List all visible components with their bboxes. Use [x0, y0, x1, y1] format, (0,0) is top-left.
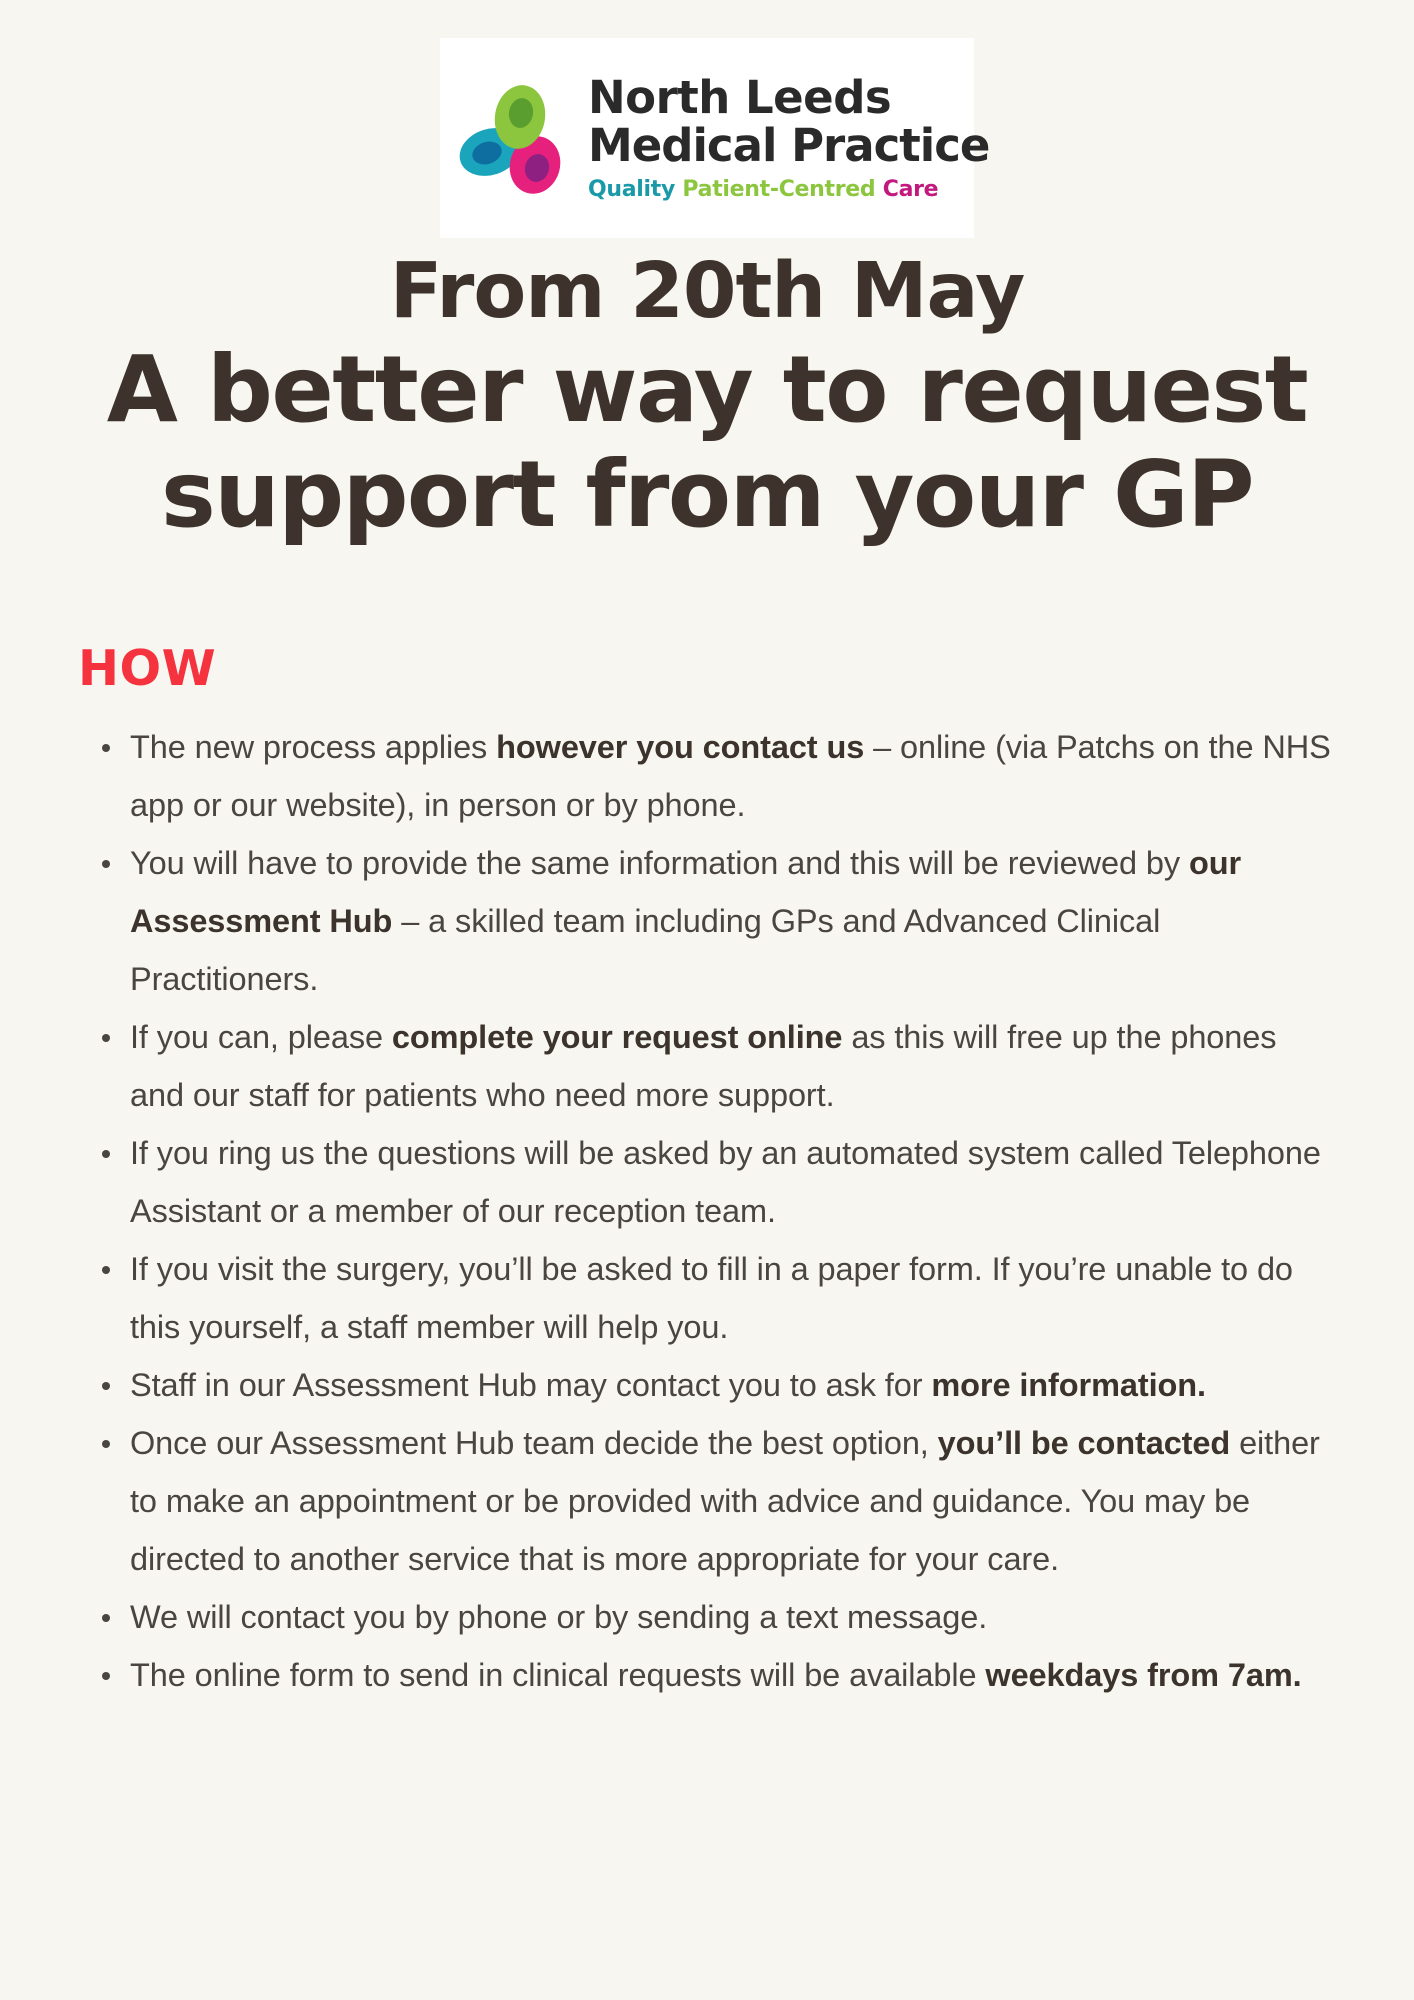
bullet-text: Staff in our Assessment Hub may contact you to ask for — [130, 1367, 932, 1403]
bullet-item — [78, 1356, 1338, 1414]
headline-line-3: support from your GP — [160, 441, 1254, 549]
bullet-emphasis: you’ll be contacted — [937, 1425, 1231, 1461]
practice-logo — [440, 38, 990, 238]
bullet-item — [78, 1240, 1338, 1356]
page-title — [0, 248, 1414, 548]
tagline-word-patient-centred: Patient-Centred — [682, 176, 876, 202]
headline-line-2: A better way to request — [106, 335, 1308, 443]
logo-line-2: Medical Practice — [588, 119, 990, 172]
bullet-emphasis: complete your request online — [391, 1019, 843, 1055]
logo-tagline — [588, 177, 989, 202]
bullet-emphasis: our Assessment Hub — [130, 845, 1242, 939]
bullet-item — [78, 834, 1338, 1008]
headline-line-1: From 20th May — [389, 247, 1025, 336]
bullet-item — [78, 1124, 1338, 1240]
bullet-emphasis: weekdays from 7am. — [985, 1657, 1302, 1693]
bullet-text: The new process applies — [130, 729, 497, 765]
bullet-emphasis: more information. — [931, 1367, 1206, 1403]
bullet-text: Once our Assessment Hub team decide the best option, — [130, 1425, 938, 1461]
bullet-item — [78, 1414, 1338, 1588]
logo-petals-icon — [454, 73, 574, 203]
bullet-text: If you ring us the questions will be asked by an automated system called Telephone Assistant or a member of our reception team. — [130, 1135, 1321, 1229]
bullet-text: as this will free up the phones and our staff for patients who need more support. — [130, 1019, 1277, 1113]
bullet-text: – online (via Patchs on the NHS app or our website), in person or by phone. — [130, 729, 1331, 823]
bullet-item — [78, 1646, 1338, 1704]
tagline-word-care: Care — [882, 176, 939, 202]
bullet-item — [78, 718, 1338, 834]
bullet-text: We will contact you by phone or by sending a text message. — [130, 1599, 988, 1635]
bullet-item — [78, 1588, 1338, 1646]
logo-line-1: North Leeds — [588, 71, 892, 125]
bullet-text: either to make an appointment or be provided with advice and guidance. You may be directed to another service that is more appropriate for your care. — [130, 1425, 1320, 1577]
bullet-emphasis: however you contact us — [496, 729, 865, 765]
logo-wordmark — [588, 71, 990, 202]
bullet-text: If you can, please — [130, 1019, 392, 1055]
bullet-text: You will have to provide the same information and this will be reviewed by — [130, 845, 1189, 881]
bullet-text: If you visit the surgery, you’ll be asked to fill in a paper form. If you’re unable to do this yourself, a staff member will help you. — [130, 1251, 1293, 1345]
tagline-word-quality: Quality — [588, 176, 676, 202]
bullet-item — [78, 1008, 1338, 1124]
section-heading-how: HOW — [78, 640, 217, 697]
bullet-text: – a skilled team including GPs and Advanced Clinical Practitioners. — [130, 903, 1161, 997]
how-bullet-list — [78, 718, 1338, 1704]
bullet-text: The online form to send in clinical requests will be available — [130, 1657, 986, 1693]
